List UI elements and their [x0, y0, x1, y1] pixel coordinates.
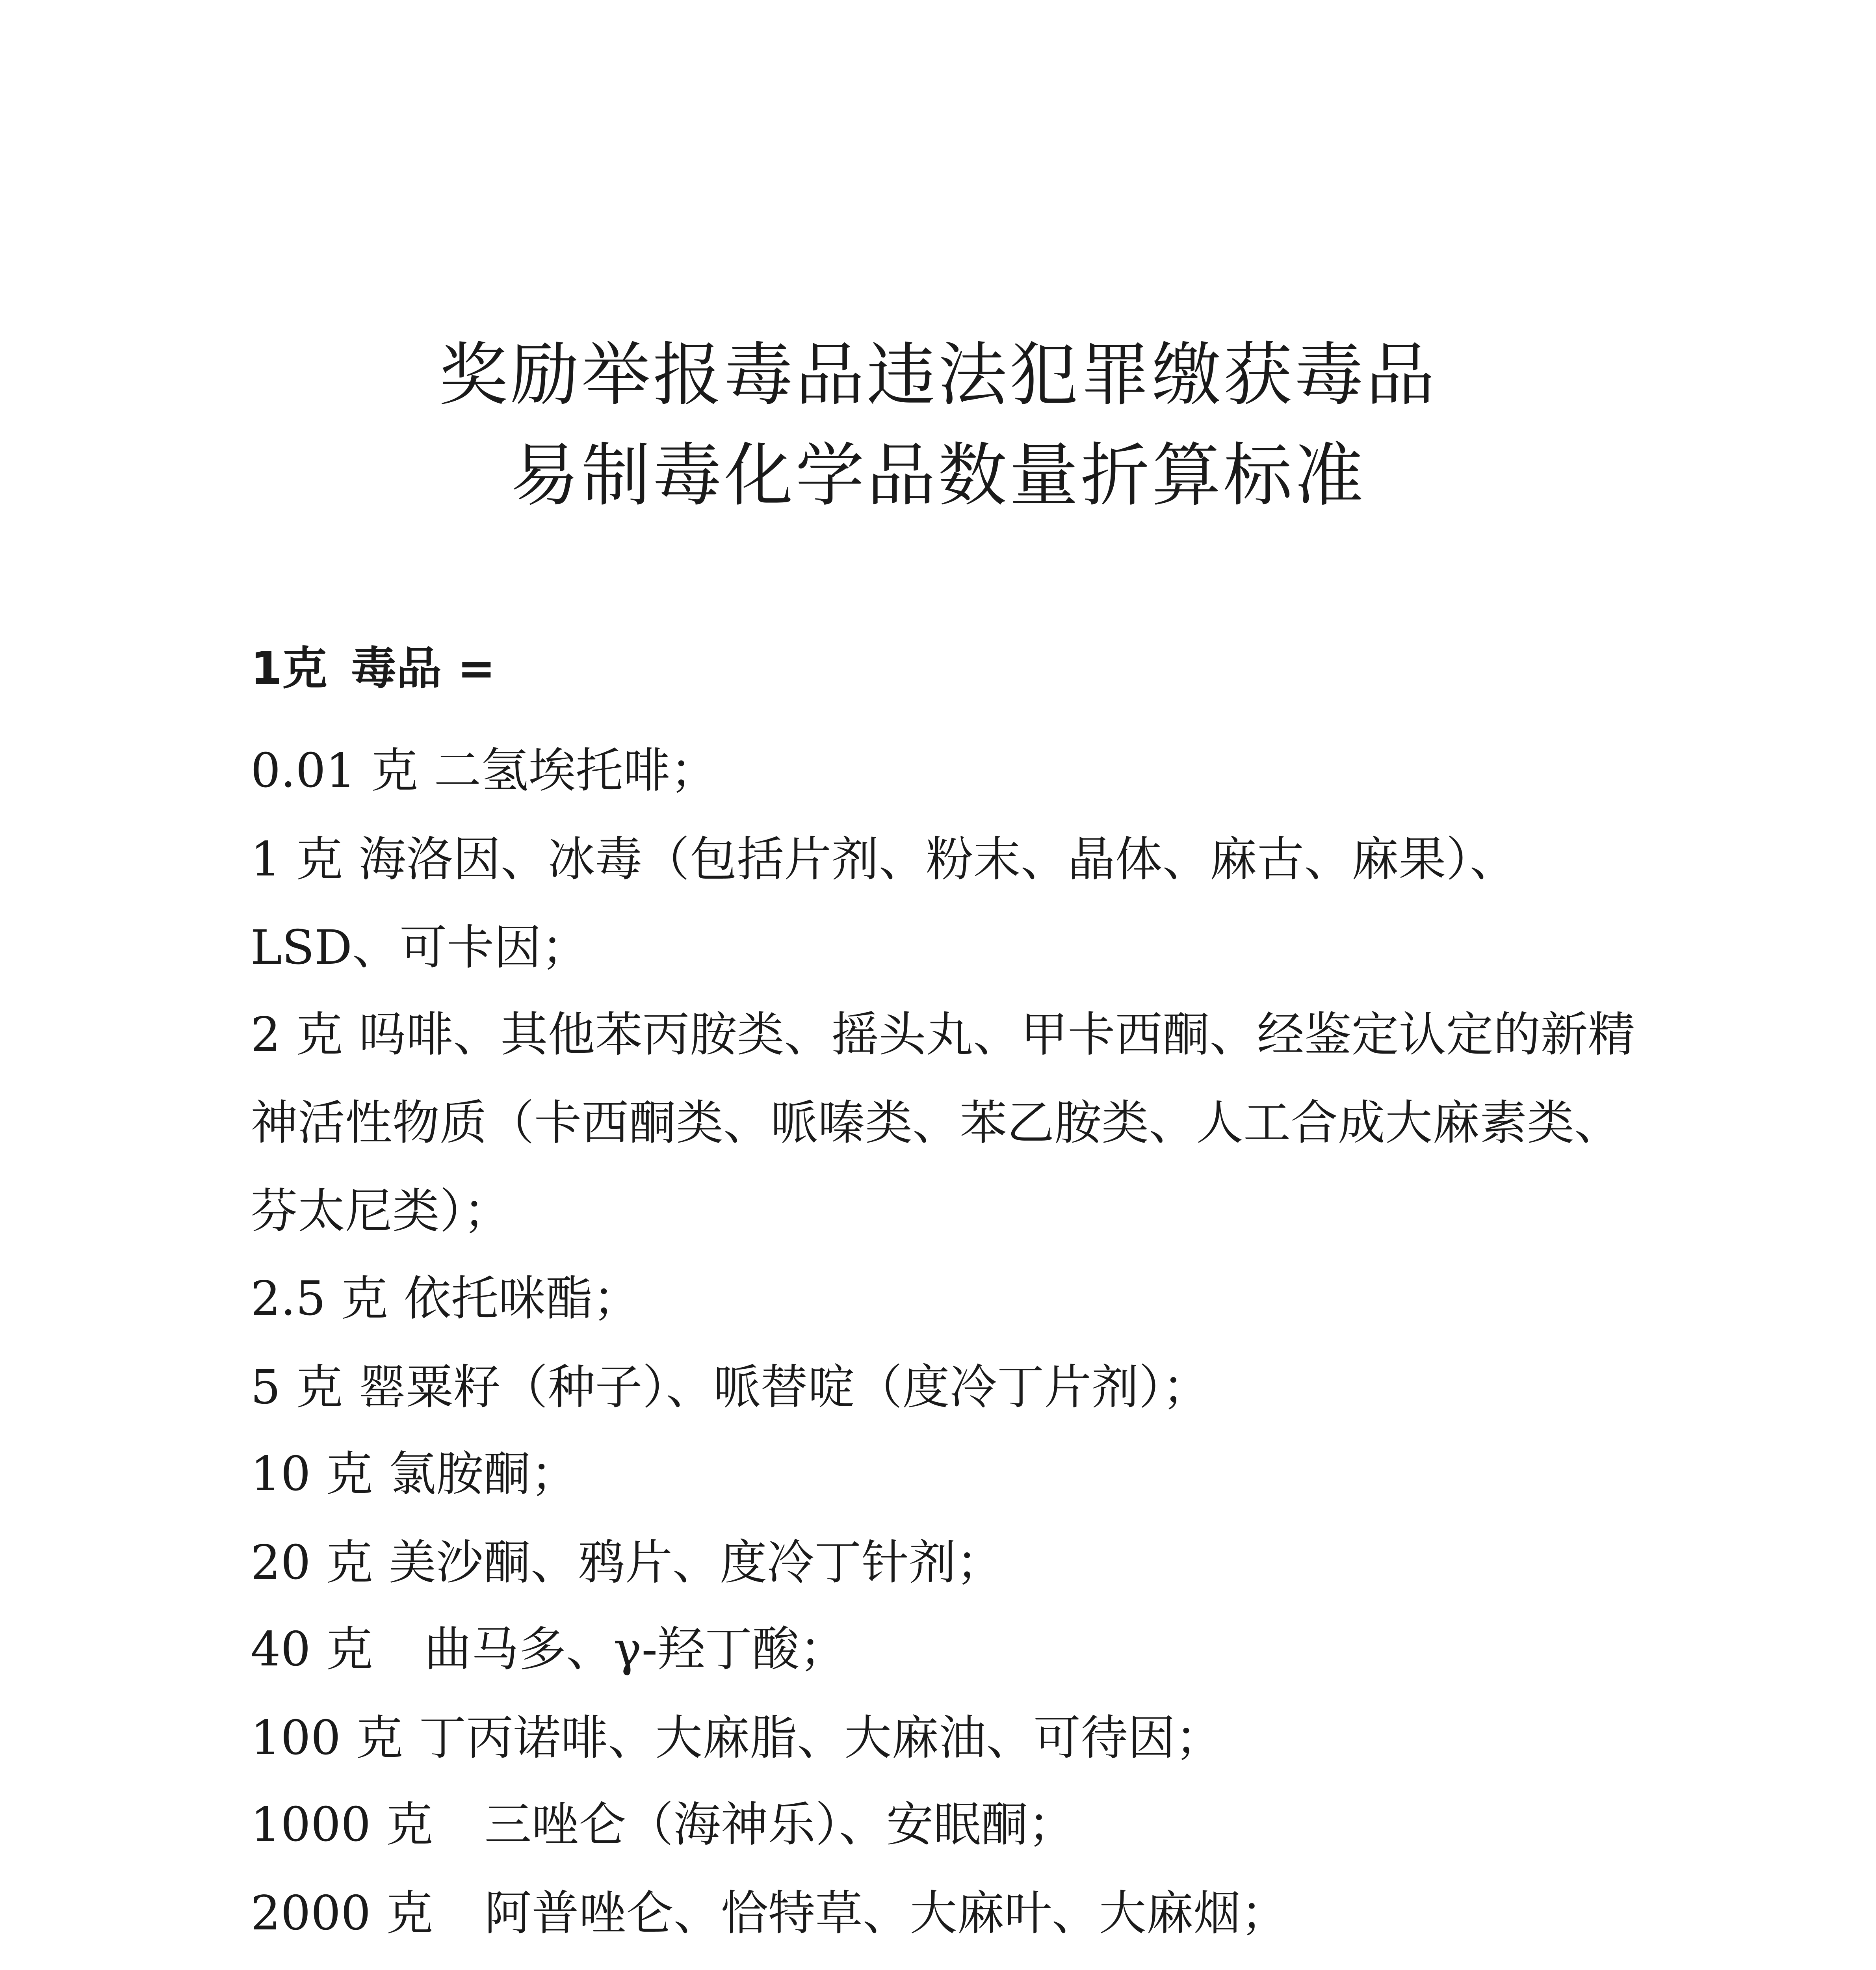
list-item	[251, 1430, 1653, 1518]
list-item	[251, 1519, 1653, 1607]
entry-substances: 依托咪酯；	[403, 1271, 640, 1326]
entry-substances: 二氢埃托啡；	[434, 743, 718, 798]
entry-quantity: 0.01 克	[251, 743, 418, 798]
entry-quantity: 5 克	[251, 1360, 343, 1415]
list-item	[251, 1606, 1653, 1694]
document-title-line-2: 易制毒化学品数量折算标准	[510, 436, 1366, 516]
heading-label: 毒品 =	[351, 642, 496, 695]
entry-quantity: 2.5 克	[251, 1271, 388, 1326]
entry-quantity: 40 克	[251, 1622, 373, 1677]
entry-quantity: 1 克	[251, 832, 343, 887]
entry-substances: 三唑仑（海神乐）、安眠酮；	[484, 1797, 1075, 1852]
conversion-heading	[251, 642, 496, 695]
entry-substances: 罂粟籽（种子）、哌替啶（度冷丁片剂）；	[358, 1360, 1210, 1415]
entry-substances: 海洛因、冰毒（包括片剂、粉末、晶体、麻古、麻果）、LSD、可卡因；	[251, 832, 1517, 975]
list-item	[251, 1344, 1653, 1432]
list-item	[251, 727, 1653, 815]
entry-substances: 美沙酮、鸦片、度冷丁针剂；	[388, 1535, 1003, 1590]
list-item	[251, 1870, 1653, 1958]
document-title-line-1: 奖励举报毒品违法犯罪缴获毒品	[439, 335, 1437, 415]
list-item	[251, 1694, 1653, 1782]
entry-substances: 阿普唑仑、恰特草、大麻叶、大麻烟；	[484, 1886, 1288, 1941]
entry-quantity: 10 克	[251, 1447, 373, 1502]
entry-quantity: 20 克	[251, 1535, 373, 1590]
entry-quantity: 100 克	[251, 1711, 403, 1766]
list-item	[251, 1781, 1653, 1869]
entry-substances: 曲马多、γ-羟丁酸；	[424, 1622, 847, 1677]
heading-amount: 1克	[251, 642, 328, 695]
list-item	[251, 991, 1653, 1256]
entry-quantity: 1000 克	[251, 1797, 433, 1852]
entry-substances: 氯胺酮；	[388, 1447, 578, 1502]
entry-substances: 吗啡、其他苯丙胺类、摇头丸、甲卡西酮、经鉴定认定的新精神活性物质（卡西酮类、哌嗪类、苯乙胺类、人工合成大麻素类、芬太尼类）；	[251, 1007, 1635, 1239]
entry-substances: 丁丙诺啡、大麻脂、大麻油、可待因；	[419, 1711, 1223, 1766]
entry-quantity: 2 克	[251, 1007, 343, 1062]
list-item	[251, 1255, 1653, 1343]
list-item	[251, 816, 1653, 992]
entry-quantity: 2000 克	[251, 1886, 433, 1941]
list-item	[251, 1956, 1653, 1970]
